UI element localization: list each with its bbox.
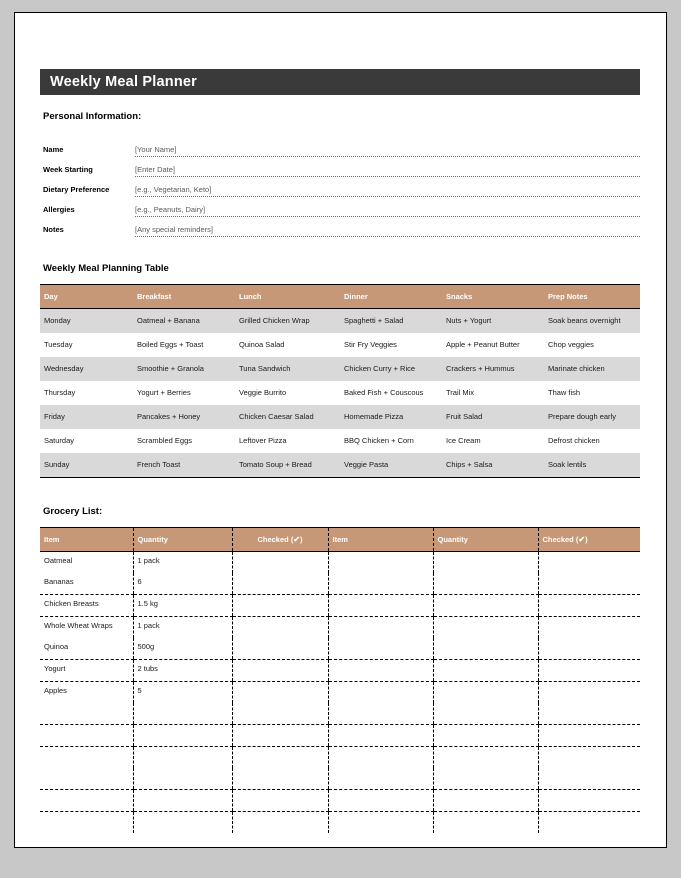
grocery-cell-checked[interactable]: [232, 594, 328, 616]
grocery-col-item: Item: [40, 527, 133, 551]
grocery-cell-item-2[interactable]: [328, 768, 433, 790]
meal-cell-snacks[interactable]: Fruit Salad: [442, 405, 544, 429]
list-item: [40, 811, 640, 833]
meal-cell-dinner[interactable]: BBQ Chicken + Corn: [344, 436, 414, 445]
table-row: [40, 308, 640, 333]
grocery-cell-quantity[interactable]: 500g: [133, 638, 232, 660]
grocery-cell-quantity[interactable]: 5: [133, 681, 232, 703]
list-item: [40, 594, 640, 616]
list-item: [40, 789, 640, 811]
grocery-cell-checked[interactable]: [232, 811, 328, 833]
grocery-cell-item[interactable]: Apples: [44, 685, 67, 695]
grocery-cell-quantity-2[interactable]: [433, 768, 538, 790]
meal-cell-prep[interactable]: Prepare dough early: [544, 405, 640, 429]
meal-cell-prep[interactable]: Chop veggies: [548, 340, 594, 349]
table-row: [40, 357, 640, 381]
meal-cell-dinner[interactable]: Chicken Curry + Rice: [340, 357, 442, 381]
meal-planning-table: [40, 284, 640, 478]
grocery-cell-checked-2[interactable]: [538, 616, 640, 638]
grocery-cell-item[interactable]: Oatmeal: [44, 555, 73, 565]
grocery-cell-quantity[interactable]: 6: [133, 573, 232, 595]
grocery-cell-checked-2[interactable]: [538, 638, 640, 660]
meal-cell-dinner[interactable]: Baked Fish + Couscous: [344, 388, 424, 397]
grocery-cell-item-2[interactable]: [328, 616, 433, 638]
grocery-cell-quantity-2[interactable]: [433, 789, 538, 811]
grocery-cell-item[interactable]: [40, 724, 133, 746]
check-icon: ✔: [293, 534, 301, 544]
grocery-cell-quantity[interactable]: [133, 811, 232, 833]
grocery-cell-checked[interactable]: [232, 724, 328, 746]
grocery-col-quantity-2: Quantity: [433, 527, 538, 551]
meal-cell-breakfast[interactable]: Smoothie + Granola: [133, 357, 235, 381]
info-row-allergies: [40, 196, 640, 216]
grocery-cell-quantity[interactable]: [133, 789, 232, 811]
grocery-cell-quantity[interactable]: 1 pack: [133, 616, 232, 638]
document-title: Weekly Meal Planner: [40, 69, 640, 95]
grocery-col-checked-label: Checked (: [257, 534, 294, 544]
grocery-cell-checked-2[interactable]: [538, 746, 640, 768]
info-row-week-starting: [40, 156, 640, 176]
meal-cell-snacks[interactable]: Ice Cream: [446, 436, 481, 445]
meal-cell-day: Sunday: [40, 453, 133, 478]
grocery-cell-item-2[interactable]: [328, 659, 433, 681]
grocery-cell-checked[interactable]: [232, 659, 328, 681]
grocery-cell-quantity-2[interactable]: [433, 724, 538, 746]
list-item: [40, 746, 640, 768]
info-label-allergies: Allergies: [43, 205, 75, 214]
document-body: [40, 69, 640, 833]
grocery-cell-quantity-2[interactable]: [433, 616, 538, 638]
info-label-notes: Notes: [43, 225, 64, 234]
meal-cell-lunch[interactable]: Tuna Sandwich: [235, 357, 340, 381]
meal-cell-lunch[interactable]: Chicken Caesar Salad: [235, 405, 340, 429]
meal-cell-breakfast[interactable]: Boiled Eggs + Toast: [137, 340, 204, 349]
personal-information-table: [40, 136, 640, 237]
grocery-col-checked-2: [538, 527, 640, 551]
meal-cell-prep[interactable]: Defrost chicken: [548, 436, 600, 445]
grocery-cell-quantity-2[interactable]: [433, 811, 538, 833]
grocery-cell-checked-2[interactable]: [538, 573, 640, 595]
grocery-cell-item[interactable]: Yogurt: [40, 659, 133, 681]
grocery-cell-checked-2[interactable]: [538, 551, 640, 573]
grocery-cell-quantity-2[interactable]: [433, 551, 538, 573]
grocery-cell-item-2[interactable]: [328, 551, 433, 573]
meal-cell-prep[interactable]: Soak lentils: [544, 453, 640, 478]
grocery-cell-item-2[interactable]: [328, 681, 433, 703]
list-item: [40, 724, 640, 746]
grocery-cell-quantity[interactable]: [133, 746, 232, 768]
meal-cell-dinner[interactable]: Veggie Pasta: [340, 453, 442, 478]
meal-col-prep-notes: Prep Notes: [544, 284, 640, 308]
grocery-cell-quantity-2[interactable]: [433, 659, 538, 681]
meal-cell-lunch[interactable]: Leftover Pizza: [239, 436, 287, 445]
grocery-cell-item-2[interactable]: [328, 811, 433, 833]
table-row: [40, 429, 640, 453]
grocery-cell-quantity[interactable]: 1.5 kg: [133, 594, 232, 616]
grocery-list-table: [40, 527, 640, 833]
grocery-table-header-row: [40, 527, 640, 551]
meal-cell-prep[interactable]: Soak beans overnight: [544, 308, 640, 333]
grocery-cell-item[interactable]: Chicken Breasts: [40, 594, 133, 616]
meal-cell-snacks[interactable]: Nuts + Yogurt: [442, 308, 544, 333]
grocery-cell-quantity[interactable]: [133, 724, 232, 746]
meal-cell-breakfast[interactable]: French Toast: [133, 453, 235, 478]
meal-cell-snacks[interactable]: Chips + Salsa: [442, 453, 544, 478]
list-item: [40, 573, 640, 595]
grocery-cell-checked-2[interactable]: [538, 681, 640, 703]
grocery-cell-item-2[interactable]: [328, 789, 433, 811]
grocery-cell-item[interactable]: [40, 789, 133, 811]
meal-col-dinner: Dinner: [340, 284, 442, 308]
grocery-cell-checked-2[interactable]: [538, 811, 640, 833]
info-field-dietary-preference[interactable]: [e.g., Vegetarian, Keto]: [135, 176, 640, 196]
meal-col-breakfast: Breakfast: [133, 284, 235, 308]
grocery-cell-quantity[interactable]: [133, 768, 232, 790]
grocery-cell-item-2[interactable]: [328, 594, 433, 616]
grocery-cell-quantity-2[interactable]: [433, 573, 538, 595]
info-row-dietary-preference: [40, 176, 640, 196]
grocery-cell-item-2[interactable]: [328, 703, 433, 725]
grocery-col-checked: [232, 527, 328, 551]
grocery-cell-item[interactable]: Quinoa: [40, 638, 133, 660]
meal-cell-prep[interactable]: Marinate chicken: [544, 357, 640, 381]
grocery-cell-checked-2[interactable]: [538, 789, 640, 811]
grocery-col-checked-2-close: ): [585, 534, 588, 544]
meal-cell-prep[interactable]: Thaw fish: [548, 388, 581, 397]
meal-table-header-row: [40, 284, 640, 308]
meal-cell-snacks[interactable]: Apple + Peanut Butter: [446, 340, 520, 349]
list-item: [40, 659, 640, 681]
info-field-name[interactable]: [Your Name]: [135, 136, 640, 156]
grocery-col-checked-2-label: Checked (: [542, 534, 579, 544]
grocery-cell-quantity-2[interactable]: [433, 746, 538, 768]
document-page: [14, 12, 667, 848]
meal-cell-lunch[interactable]: Veggie Burrito: [239, 388, 287, 397]
meal-cell-snacks[interactable]: Trail Mix: [446, 388, 475, 397]
grocery-cell-checked[interactable]: [232, 703, 328, 725]
grocery-cell-item[interactable]: [40, 746, 133, 768]
meal-col-lunch: Lunch: [235, 284, 340, 308]
meal-cell-breakfast[interactable]: Yogurt + Berries: [137, 388, 191, 397]
grocery-cell-item[interactable]: [40, 703, 133, 725]
meal-cell-snacks[interactable]: Crackers + Hummus: [442, 357, 544, 381]
meal-col-snacks: Snacks: [442, 284, 544, 308]
grocery-cell-quantity-2[interactable]: [433, 681, 538, 703]
meal-cell-dinner[interactable]: Stir Fry Veggies: [344, 340, 397, 349]
grocery-cell-checked[interactable]: [232, 616, 328, 638]
meal-cell-day: Thursday: [44, 388, 76, 397]
meal-cell-day: Tuesday: [44, 340, 73, 349]
list-item: [40, 616, 640, 638]
meal-cell-lunch[interactable]: Quinoa Salad: [239, 340, 285, 349]
grocery-cell-quantity-2[interactable]: [433, 594, 538, 616]
grocery-cell-item[interactable]: [40, 768, 133, 790]
grocery-cell-item[interactable]: Whole Wheat Wraps: [44, 620, 113, 630]
check-icon: ✔: [578, 534, 586, 544]
grocery-cell-item-2[interactable]: [328, 573, 433, 595]
table-row: [40, 333, 640, 357]
grocery-cell-checked-2[interactable]: [538, 768, 640, 790]
table-row: [40, 405, 640, 429]
grocery-cell-checked-2[interactable]: [538, 703, 640, 725]
grocery-cell-quantity[interactable]: 2 tubs: [133, 659, 232, 681]
list-item: [40, 551, 640, 573]
meal-cell-breakfast[interactable]: Pancakes + Honey: [133, 405, 235, 429]
grocery-cell-checked-2[interactable]: [538, 659, 640, 681]
grocery-col-quantity: Quantity: [133, 527, 232, 551]
table-row: [40, 381, 640, 405]
grocery-cell-quantity-2[interactable]: [433, 703, 538, 725]
info-label-week-starting: Week Starting: [43, 165, 93, 174]
grocery-cell-item[interactable]: Bananas: [40, 573, 133, 595]
grocery-cell-item[interactable]: [40, 811, 133, 833]
meal-cell-day: Saturday: [44, 436, 75, 445]
list-item: [40, 703, 640, 725]
meal-cell-dinner[interactable]: Spaghetti + Salad: [340, 308, 442, 333]
table-row: [40, 453, 640, 478]
grocery-cell-quantity[interactable]: [133, 703, 232, 725]
info-field-week-starting[interactable]: [Enter Date]: [135, 156, 640, 176]
meal-cell-lunch[interactable]: Tomato Soup + Bread: [235, 453, 340, 478]
meal-col-day: Day: [40, 284, 133, 308]
list-item: [40, 638, 640, 660]
meal-cell-breakfast[interactable]: Oatmeal + Banana: [133, 308, 235, 333]
info-label-dietary-preference: Dietary Preference: [43, 185, 110, 194]
personal-information-heading: Personal Information:: [43, 111, 142, 122]
grocery-col-checked-close: ): [300, 534, 303, 544]
grocery-cell-checked-2[interactable]: [538, 594, 640, 616]
info-row-notes: [40, 216, 640, 236]
grocery-cell-checked[interactable]: [232, 681, 328, 703]
grocery-cell-quantity[interactable]: 1 pack: [133, 551, 232, 573]
list-item: [40, 768, 640, 790]
info-field-allergies[interactable]: [e.g., Peanuts, Dairy]: [135, 196, 640, 216]
grocery-cell-checked[interactable]: [232, 789, 328, 811]
grocery-list-heading: Grocery List:: [43, 505, 103, 517]
grocery-cell-item-2[interactable]: [328, 638, 433, 660]
grocery-cell-item-2[interactable]: [328, 746, 433, 768]
grocery-cell-checked[interactable]: [232, 746, 328, 768]
info-label-name: Name: [43, 145, 64, 154]
grocery-cell-checked[interactable]: [232, 573, 328, 595]
grocery-cell-item-2[interactable]: [328, 724, 433, 746]
info-row-name: [40, 136, 640, 156]
meal-cell-day: Wednesday: [40, 357, 133, 381]
meal-cell-day: Friday: [40, 405, 133, 429]
grocery-cell-checked[interactable]: [232, 768, 328, 790]
meal-cell-lunch[interactable]: Grilled Chicken Wrap: [235, 308, 340, 333]
meal-cell-breakfast[interactable]: Scrambled Eggs: [137, 436, 193, 445]
grocery-col-item-2: Item: [328, 527, 433, 551]
list-item: [40, 681, 640, 703]
grocery-cell-checked-2[interactable]: [538, 724, 640, 746]
info-field-notes[interactable]: [Any special reminders]: [135, 216, 640, 236]
meal-cell-day: Monday: [40, 308, 133, 333]
grocery-cell-checked[interactable]: [232, 551, 328, 573]
grocery-cell-checked[interactable]: [232, 638, 328, 660]
grocery-cell-quantity-2[interactable]: [433, 638, 538, 660]
meal-cell-dinner[interactable]: Homemade Pizza: [340, 405, 442, 429]
meal-table-heading: Weekly Meal Planning Table: [43, 262, 169, 274]
